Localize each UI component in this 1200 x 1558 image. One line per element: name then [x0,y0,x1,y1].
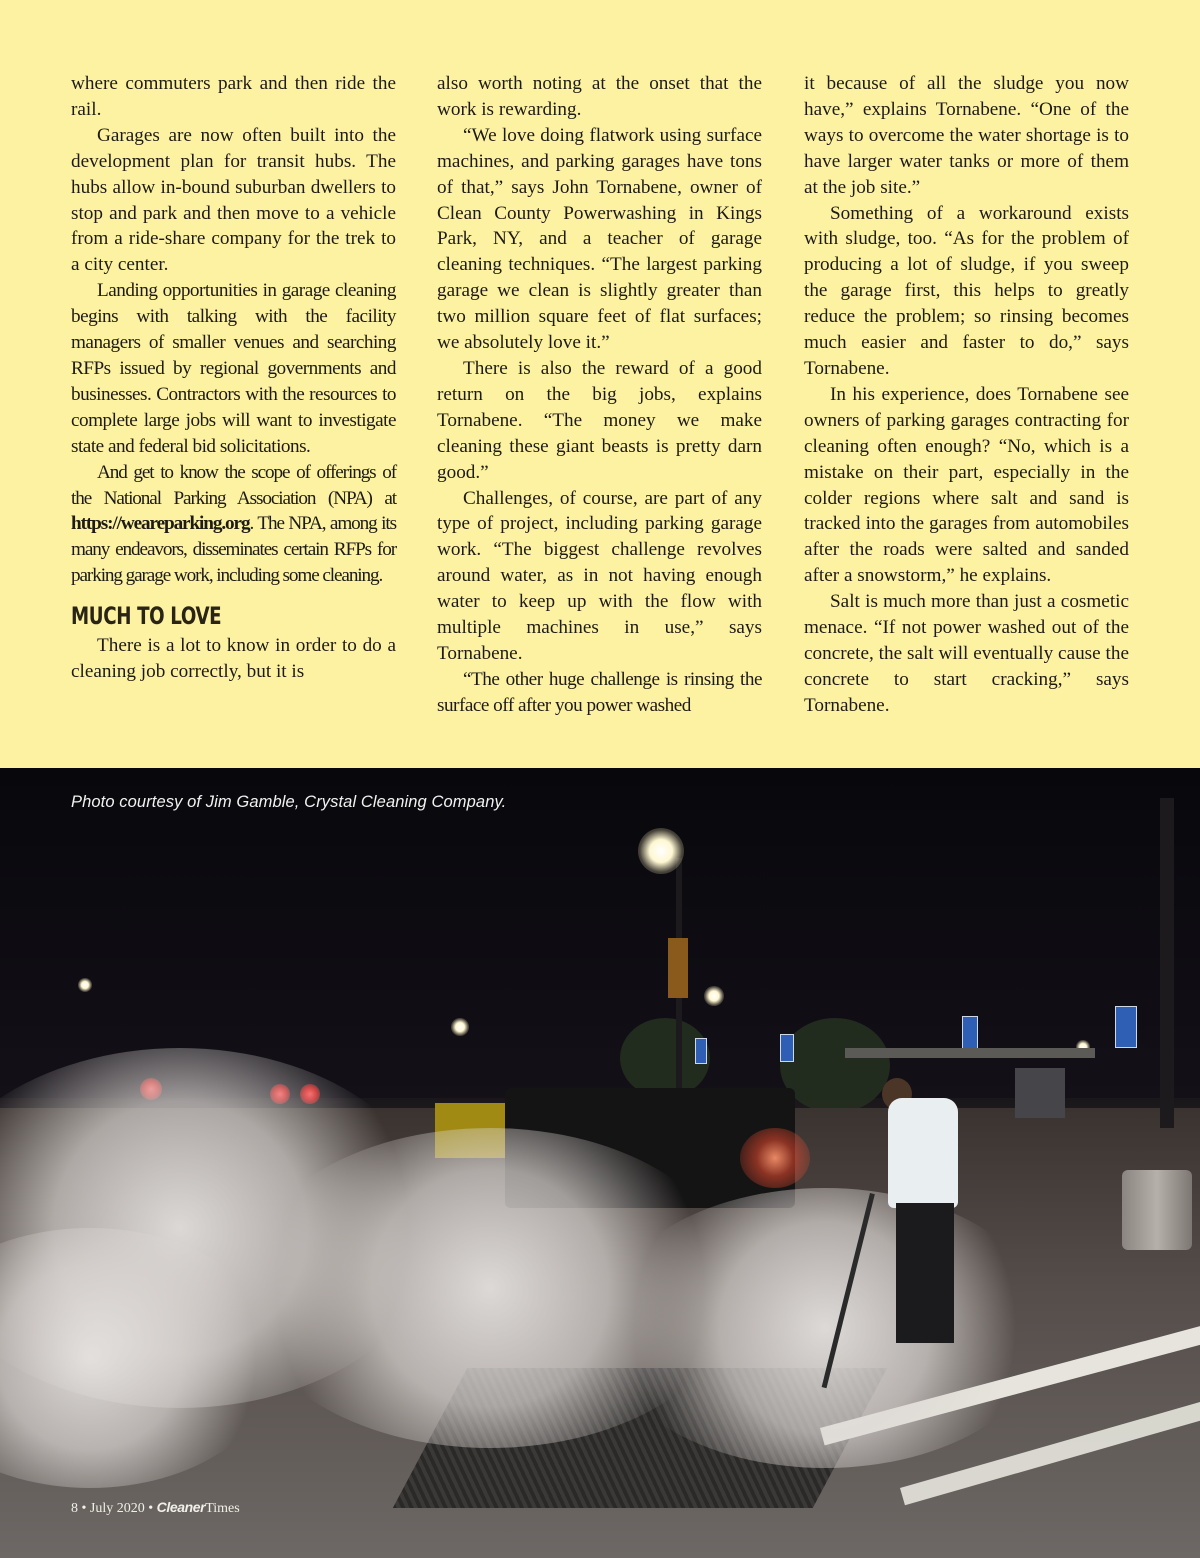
npa-link[interactable]: https://weareparking.org [71,513,250,535]
paragraph: In his experience, does Tornabene see owners of parking garages contracting for cleaning often enough? “No, which is a mistake on their part, especially in the colder regions where salt and sand is tracked into the garages from automobiles after the roads were salted and sanded after a snowstorm,” he explains. [804,383,1129,587]
magazine-name-suffix: Times [205,1501,240,1516]
photo-tree [780,1018,890,1113]
paragraph: “The other huge challenge is rinsing the surface off after you power washed [437,668,762,716]
paragraph: where commuters park and then ride the rail. [71,73,396,120]
paragraph: “We love doing flatwork using surface machines, and parking garages have tons of that,” says John Tornabene, owner of Clean County Powerwashing in Kings Park, NY, and a teacher of garage cleaning techniques. “The largest parking garage we clean is slightly greater than two million square feet of flat surfaces; we absolutely love it.” [437,124,762,354]
page-footer [71,1499,240,1517]
photo-worker-legs [896,1203,954,1343]
photo-worker-shirt [888,1098,958,1208]
paragraph: Garages are now often built into the development plan for transit hubs. The hubs allow in-bound suburban dwellers to stop and park and then move to a vehicle from a ride-share company for the trek to a city center. [71,124,396,276]
photo-truck-light [740,1128,810,1188]
magazine-name: Cleaner [156,1499,206,1515]
article-column-2 [437,71,762,719]
issue-date: July 2020 [89,1501,145,1516]
paragraph-text: And get to know the scope of offerings of the National Parking Association (NPA) at [71,461,396,509]
page-number: 8 [71,1501,78,1516]
paragraph: Something of a workaround exists with sludge, too. “As for the problem of producing a lot of sludge, if you sweep the garage first, this helps to greatly reduce the problem; so rinsing becomes much easier and faster to do,” says Tornabene. [804,202,1129,379]
paragraph: Salt is much more than just a cosmetic menace. “If not power washed out of the concrete, the salt will eventually cause the concrete to start cracking,” says Tornabene. [804,591,1129,716]
photo-street-lamp [638,828,684,874]
paragraph: it because of all the sludge you now have,” explains Tornabene. “One of the ways to overcome the water shortage is to have larger water tanks or more of them at the job site.” [804,73,1129,198]
photo-steam [600,1188,1050,1468]
photo-banner-sign [668,938,688,998]
photo-bollard [1122,1170,1192,1250]
section-heading: MUCH TO LOVE [71,602,222,631]
article-column-1 [71,71,396,685]
photo-street-lamp [78,978,92,992]
photo-street-lamp [704,986,724,1006]
photo-pole [1160,798,1174,1128]
article-column-3 [804,71,1129,719]
article-photo [0,768,1200,1558]
photo-parking-sign [695,1038,707,1064]
photo-shelter-roof [845,1048,1095,1058]
paragraph-text: . The NPA, among its many endeavors, disseminates certain RFPs for parking garage work, including some cleaning. [71,513,396,587]
footer-bullet: • [81,1501,87,1516]
paragraph [71,460,396,590]
paragraph: There is a lot to know in order to do a cleaning job correctly, but it is [71,635,396,683]
photo-shelter [1015,1068,1065,1118]
paragraph: Landing opportunities in garage cleaning begins with talking with the facility managers of smaller venues and searching RFPs issued by regional governments and businesses. Contractors with the resources to complete large jobs will want to investigate state and federal bid solicitations. [71,280,396,457]
photo-parking-sign [780,1034,794,1062]
photo-parking-sign [1115,1006,1137,1048]
paragraph: also worth noting at the onset that the work is rewarding. [437,73,762,120]
photo-caption: Photo courtesy of Jim Gamble, Crystal Cleaning Company. [71,793,507,811]
article-text-area [0,0,1200,768]
photo-street-lamp [451,1018,469,1036]
footer-bullet: • [148,1501,154,1516]
paragraph: There is also the reward of a good return on the big jobs, explains Tornabene. “The money we make cleaning these giant beasts is pretty darn good.” [437,357,762,483]
paragraph: Challenges, of course, are part of any type of project, including parking garage work. “The biggest challenge revolves around water, as in not having enough water to keep up with the flow with multiple machines in use,” says Tornabene. [437,487,762,664]
